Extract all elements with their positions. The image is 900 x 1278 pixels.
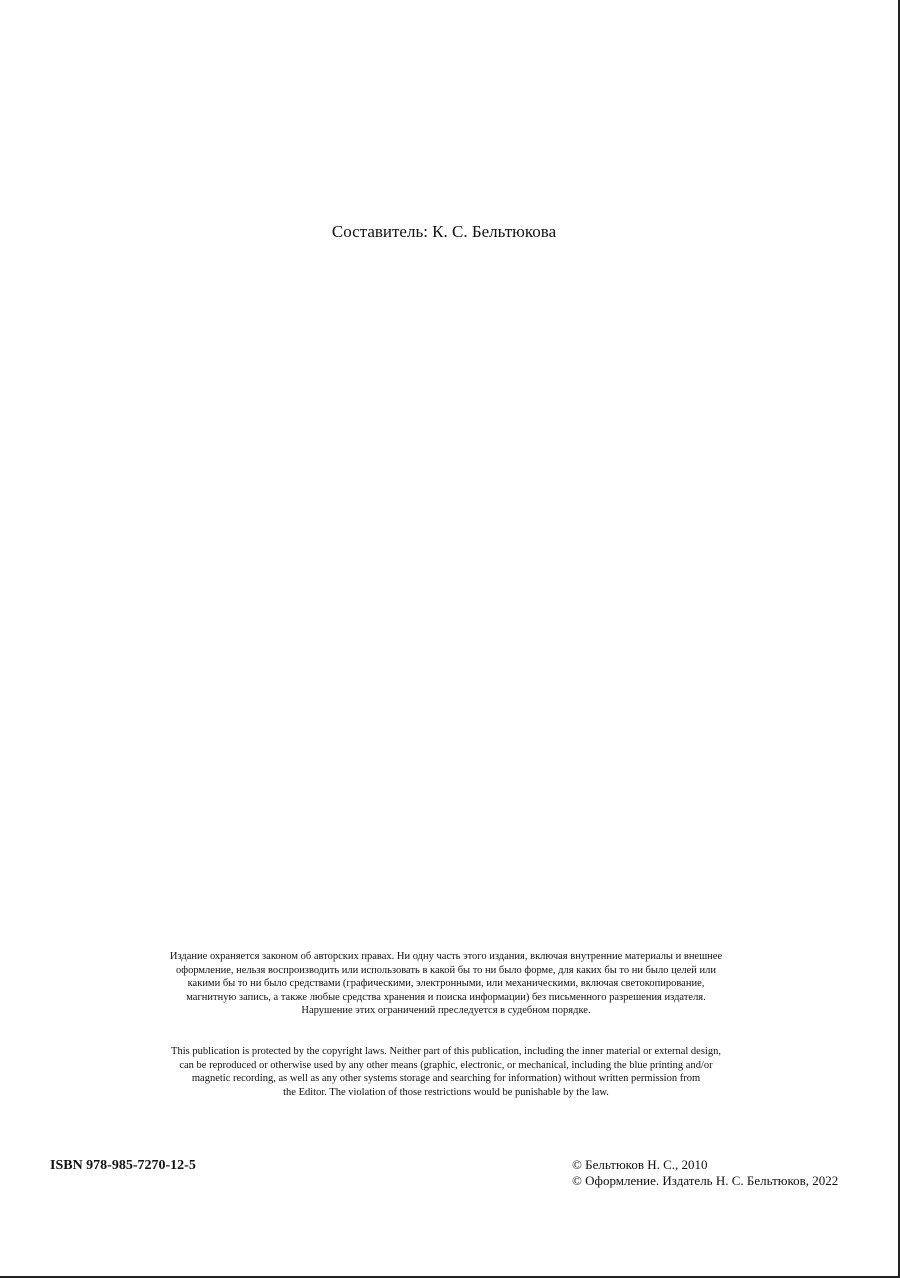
notice-line: Издание охраняется законом об авторских правах. Ни одну часть этого издания, включая внутренние материалы и внешнее	[169, 951, 723, 962]
notice-line: оформление, нельзя воспроизводить или использовать в какой бы то ни было форме, для каких бы то ни было целей или	[176, 964, 716, 976]
notice-line: какими бы то ни было средствами (графическими, электронными, или механическими, включая светокопирование,	[187, 978, 705, 990]
notice-line: магнитную запись, а также любые средства хранения и поиска информации) без письменного разрешения издателя.	[186, 991, 706, 1003]
isbn-number: ISBN 978-985-7270-12-5	[50, 1158, 196, 1173]
compiler-credit: Составитель: К. С. Бельтюкова	[331, 222, 557, 241]
notice-line: the Editor. The violation of those restrictions would be punishable by the law.	[283, 1086, 609, 1098]
copyright-line: © Бельтюков Н. С., 2010	[572, 1157, 708, 1172]
copyright-line: © Оформление. Издатель Н. С. Бельтюков, 2022	[572, 1173, 839, 1188]
notice-line: magnetic recording, as well as any other systems storage and searching for information) without written permission from	[191, 1073, 701, 1085]
notice-line: can be reproduced or otherwise used by any other means (graphic, electronic, or mechanical, including the blue printing and/or	[179, 1059, 713, 1071]
copyright-lines	[572, 1157, 838, 1189]
notice-line: Нарушение этих ограничений преследуется в судебном порядке.	[301, 1005, 591, 1017]
copyright-notice-russian	[120, 950, 772, 1018]
copyright-notice-english	[120, 1045, 772, 1099]
notice-line: This publication is protected by the copyright laws. Neither part of this publication, including the inner material or external design,	[171, 1046, 721, 1057]
